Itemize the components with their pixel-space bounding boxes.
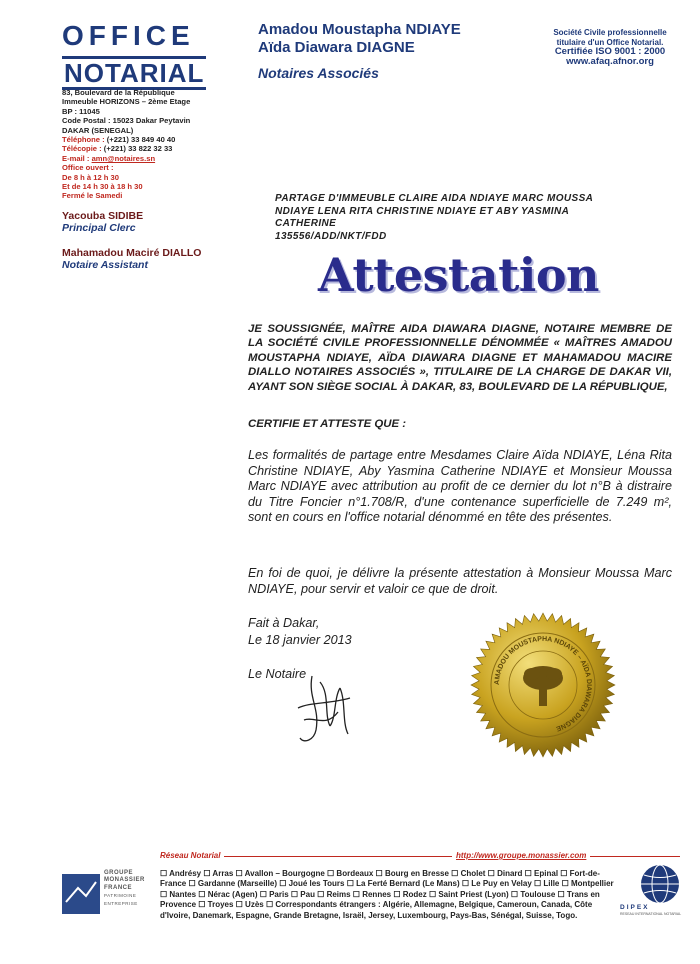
dipex-tagline: RESEAU INTERNATIONAL NOTARIAL xyxy=(620,912,682,916)
groupe-text-line: GROUPE xyxy=(104,870,134,876)
groupe-text-line: ENTREPRISE xyxy=(104,900,138,906)
subject-line-2: NDIAYE LENA RITA CHRISTINE NDIAYE ET ABY YASMINA xyxy=(275,205,570,217)
afaq-link[interactable]: www.afaq.afnor.org xyxy=(566,55,654,67)
email-link[interactable]: amn@notaires.sn xyxy=(91,153,156,163)
attestation-paragraph-1: Les formalités de partage entre Mesdames Claire Aïda NDIAYE, Léna Rita Christine NDIAYE, Aby Yasmina Catherine NDIAYE et Monsieur Moussa Marc NDIAYE avec attribution au profit de ce dernier du lot n°B à distraire du Titre Foncier n°1.708/R, d'une contenance superficielle de 7.249 m², sont en cours en l'office notarial dénommé en tête des présentes. xyxy=(248,448,672,525)
city: DAKAR (SENEGAL) xyxy=(62,125,134,135)
intro-paragraph: JE SOUSSIGNÉE, MAÎTRE AIDA DIAWARA DIAGNE, NOTAIRE MEMBRE DE LA SOCIÉTÉ CIVILE PROFESSIONNELLE DÉNOMMÉE « MAÎTRES AMADOU MOUSTAPHA NDIAYE, AÏDA DIAWARA DIAGNE ET MAHAMADOU MACIRE DIALLO NOTAIRES ASSOCIÉS », TITULAIRE DE LA CHARGE DE DAKAR VII, AYANT SON SIÈGE SOCIAL À DAKAR, 83, BOULEVARD DE LA RÉPUBLIQUE, xyxy=(248,323,672,393)
telephone-row xyxy=(62,135,242,144)
office-contact-block xyxy=(62,88,242,201)
telephone-value: (+221) 33 849 40 40 xyxy=(106,135,176,145)
address-line-2: Immeuble HORIZONS – 2ème Etage xyxy=(62,97,191,107)
hours-title: Office ouvert : xyxy=(62,163,114,173)
subject-line-1: PARTAGE D'IMMEUBLE CLAIRE AIDA NDIAYE MARC MOUSSA xyxy=(275,193,594,204)
groupe-text-line: FRANCE xyxy=(104,884,132,891)
telecopie-label: Télécopie : xyxy=(62,144,102,154)
telephone-label: Téléphone : xyxy=(62,135,105,145)
logo-notarial-text: NOTARIAL xyxy=(64,58,205,88)
notary-names xyxy=(258,21,461,57)
network-cities-list: ☐ Andrésy ☐ Arras ☐ Avallon – Bourgogne ☐ Bordeaux ☐ Bourg en Bresse ☐ Cholet ☐ Dinard ☐ Epinal ☐ Fort-de-France ☐ Gardanne (Marseille) ☐ Joué les Tours ☐ La Ferté Bernard (Le Mans) ☐ Le Puy en Velay ☐ Lille ☐ Montpellier ☐ Nantes ☐ Nérac (Agen) ☐ Paris ☐ Pau ☐ Reims ☐ Rennes ☐ Rodez ☐ Saint Priest (Lyon) ☐ Toulouse ☐ Trans en Provence ☐ Troyes ☐ Uzès ☐ Correspondants étrangers : Algérie, Allemagne, Belgique, Cameroun, Canada, Côte d'Ivoire, Danemark, Espagne, Grande Bretagne, Israël, Jersey, Luxembourg, Pays-Bas, Sénégal, Suisse, Togo. xyxy=(160,869,614,920)
handwritten-signature xyxy=(290,668,360,748)
groupe-text-line: PATRIMOINE xyxy=(104,893,137,899)
notaires-associes-label: Notaires Associés xyxy=(258,65,379,81)
groupe-monassier-link[interactable]: http://www.groupe.monassier.com xyxy=(452,851,590,860)
reseau-notarial-label: Réseau Notarial xyxy=(160,851,224,860)
certifie-heading: CERTIFIE ET ATTESTE QUE : xyxy=(248,418,406,430)
place-date-block xyxy=(248,615,352,649)
groupe-text-line: MONASSIER xyxy=(104,877,145,884)
email-row xyxy=(62,154,242,163)
address-line-1: 83, Boulevard de la République xyxy=(62,88,175,97)
staff-name: Yacouba SIDIBE xyxy=(62,210,144,222)
certification-block xyxy=(535,28,685,66)
hours-line-2: Et de 14 h 30 à 18 h 30 xyxy=(62,182,143,192)
societe-line-2: titulaire d'un Office Notarial. xyxy=(556,37,664,47)
staff-role: Notaire Assistant xyxy=(62,259,148,271)
iso-certification: Certifiée ISO 9001 : 2000 xyxy=(554,46,666,58)
signatory-label: Le Notaire xyxy=(248,667,307,681)
subject-line-3: CATHERINE xyxy=(275,218,337,230)
seal-text: AMADOU MOUSTAPHA NDIAYE – AÏDA DIAWARA DIAGNE xyxy=(493,635,593,732)
reference-number: 135556/ADD/NKT/FDD xyxy=(275,230,387,242)
po-box: BP : 11045 xyxy=(62,106,100,116)
notary-name-1: Amadou Moustapha NDIAYE xyxy=(258,21,461,38)
logo-office-text: OFFICE xyxy=(62,20,195,51)
staff-member-1 xyxy=(62,210,143,234)
telecopie-value: (+221) 33 822 32 33 xyxy=(103,144,173,154)
notary-name-2: Aïda Diawara DIAGNE xyxy=(258,39,415,56)
dipex-wordmark: DIPEX xyxy=(620,904,650,911)
attestation-paragraph-2: En foi de quoi, je délivre la présente attestation à Monsieur Moussa Marc NDIAYE, pour servir et valoir ce que de droit. xyxy=(248,566,672,596)
notary-seal xyxy=(470,612,616,758)
place: Fait à Dakar, xyxy=(248,616,320,630)
hours-line-1: De 8 h à 12 h 30 xyxy=(62,172,119,182)
telecopie-row xyxy=(62,144,242,153)
postal-code: Code Postal : 15023 Dakar Peytavin xyxy=(62,116,191,126)
subject-block xyxy=(275,193,670,243)
date: Le 18 janvier 2013 xyxy=(248,633,352,647)
hours-line-3: Fermé le Samedi xyxy=(62,191,123,201)
staff-member-2 xyxy=(62,247,201,271)
groupe-monassier-wordmark xyxy=(104,870,145,907)
staff-role: Principal Clerc xyxy=(62,222,136,234)
document-title: Attestation xyxy=(318,248,599,302)
footer-divider xyxy=(160,856,680,857)
societe-line-1: Société Civile professionnelle xyxy=(553,28,667,37)
staff-name: Mahamadou Maciré DIALLO xyxy=(62,247,202,259)
email-label: E-mail : xyxy=(62,153,90,163)
globe-icon xyxy=(638,862,682,906)
